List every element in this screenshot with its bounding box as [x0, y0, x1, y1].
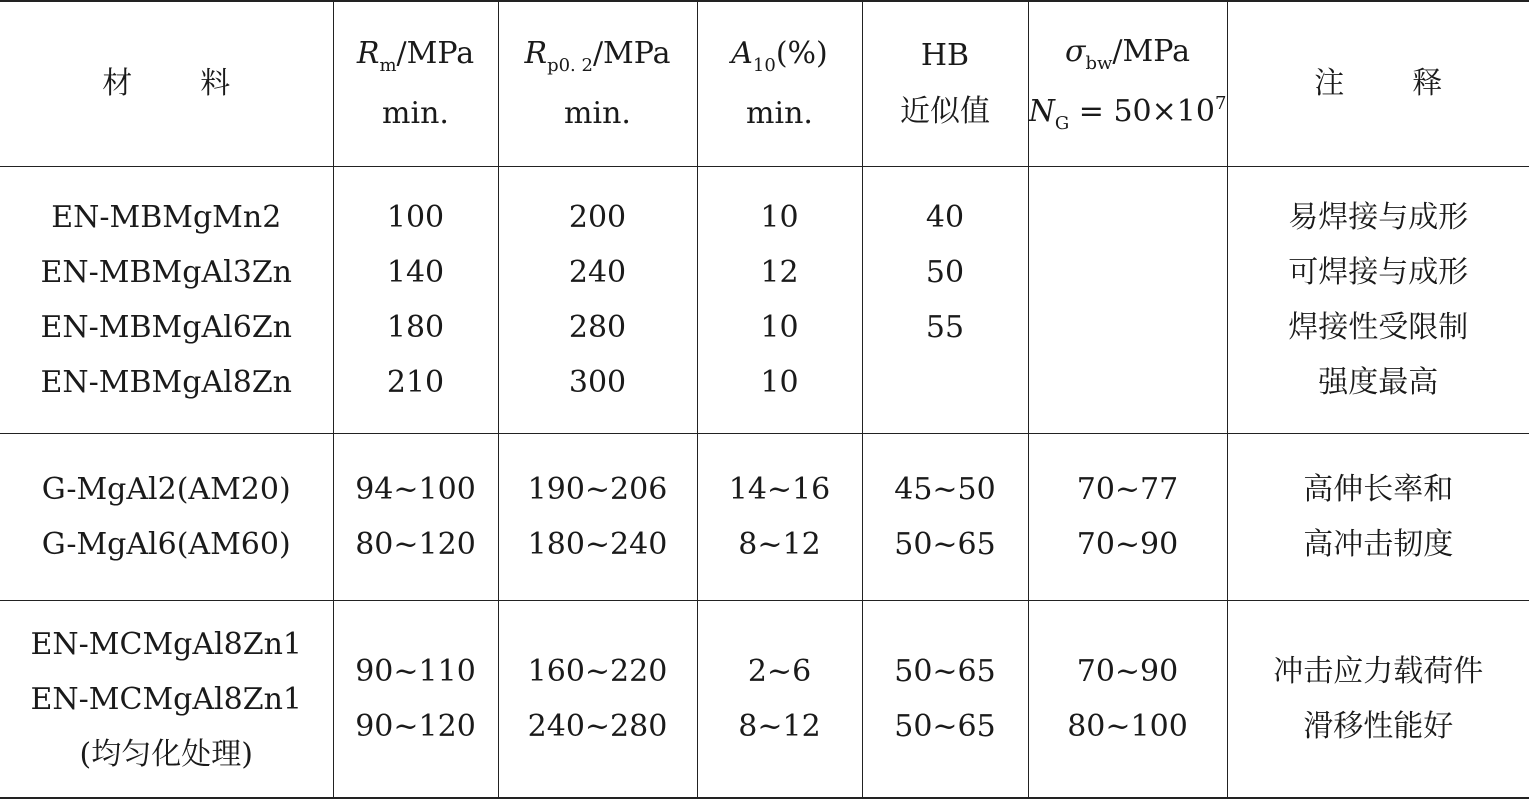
hb-label: HB [863, 28, 1028, 84]
header-rp02 [498, 1, 697, 167]
a10-value: 8~12 [698, 517, 862, 572]
rp-value: 160~220 [499, 644, 697, 699]
rp-unit: /MPa [593, 36, 671, 71]
sigma-cell [1028, 601, 1227, 799]
material-name: EN-MCMgAl8Zn1 [0, 672, 333, 727]
rm-value: 90~110 [334, 644, 498, 699]
rm-unit: /MPa [397, 36, 475, 71]
table-row-group-2 [0, 434, 1529, 601]
rm-value: 80~120 [334, 517, 498, 572]
materials-cell [0, 601, 333, 799]
material-note: (均匀化处理) [0, 727, 333, 782]
rp-symbol: R [524, 36, 547, 71]
rp-value: 280 [499, 300, 697, 355]
rp-cell [498, 434, 697, 601]
note-text: 焊接性受限制 [1228, 300, 1529, 355]
material-name: G-MgAl6(AM60) [0, 517, 333, 572]
header-hb [862, 1, 1028, 167]
rm-value: 94~100 [334, 462, 498, 517]
rm-cell [333, 434, 498, 601]
note-text: 强度最高 [1228, 355, 1529, 410]
sigma-cell [1028, 434, 1227, 601]
rm-cell [333, 167, 498, 434]
note-text: 高伸长率和 [1228, 462, 1529, 517]
hb-value: 50~65 [863, 699, 1028, 754]
note-text: 可焊接与成形 [1228, 245, 1529, 300]
sigma-value: 80~100 [1029, 699, 1227, 754]
header-material-char1: 材 [102, 66, 132, 101]
rm-cell [333, 601, 498, 799]
sigma-symbol: σ [1065, 34, 1085, 69]
hb-value: 45~50 [863, 462, 1028, 517]
note-text: 易焊接与成形 [1228, 190, 1529, 245]
ng-subscript: G [1055, 113, 1069, 134]
hb-approx-label: 近似值 [863, 84, 1028, 140]
a10-value: 10 [698, 190, 862, 245]
hb-value: 50~65 [863, 644, 1028, 699]
rm-symbol: R [357, 36, 380, 71]
materials-cell [0, 167, 333, 434]
materials-cell [0, 434, 333, 601]
rm-value: 100 [334, 190, 498, 245]
rp-min: min. [499, 86, 697, 142]
hb-cell [862, 434, 1028, 601]
header-notes-char1: 注 [1314, 66, 1344, 101]
rp-cell [498, 601, 697, 799]
header-material [0, 1, 333, 167]
rp-value: 240~280 [499, 699, 697, 754]
a-symbol: A [731, 36, 753, 71]
ng-exponent: 7 [1215, 93, 1226, 114]
sigma-cell [1028, 167, 1227, 434]
a10-value: 2~6 [698, 644, 862, 699]
notes-cell [1227, 167, 1529, 434]
hb-value: 55 [863, 300, 1028, 355]
sigma-subscript: bw [1085, 53, 1112, 74]
a10-cell [697, 601, 862, 799]
hb-value: 50~65 [863, 517, 1028, 572]
note-text: 滑移性能好 [1228, 699, 1529, 754]
rm-value: 90~120 [334, 699, 498, 754]
a10-value: 10 [698, 300, 862, 355]
ng-symbol: N [1029, 94, 1055, 129]
header-a10 [697, 1, 862, 167]
sigma-unit: /MPa [1112, 34, 1190, 69]
header-notes [1227, 1, 1529, 167]
a-subscript: 10 [753, 55, 776, 76]
a10-cell [697, 167, 862, 434]
rp-value: 240 [499, 245, 697, 300]
sigma-value: 70~90 [1029, 644, 1227, 699]
hb-value: 50 [863, 245, 1028, 300]
note-text: 高冲击韧度 [1228, 517, 1529, 572]
header-sigma-bw [1028, 1, 1227, 167]
rm-value: 180 [334, 300, 498, 355]
rp-value: 200 [499, 190, 697, 245]
rm-subscript: m [379, 55, 396, 76]
hb-value: 40 [863, 190, 1028, 245]
rp-cell [498, 167, 697, 434]
material-name: G-MgAl2(AM20) [0, 462, 333, 517]
hb-value [863, 355, 1028, 410]
material-name: EN-MBMgMn2 [0, 190, 333, 245]
header-notes-char2: 释 [1412, 66, 1442, 101]
notes-cell [1227, 601, 1529, 799]
a10-value: 10 [698, 355, 862, 410]
ng-equation: = 50×10 [1069, 94, 1215, 129]
material-name: EN-MBMgAl6Zn [0, 300, 333, 355]
material-name: EN-MBMgAl3Zn [0, 245, 333, 300]
a-unit: (%) [776, 36, 828, 71]
hb-cell [862, 167, 1028, 434]
rp-subscript: p0. 2 [547, 55, 593, 76]
rp-value: 300 [499, 355, 697, 410]
rm-value: 140 [334, 245, 498, 300]
note-text: 冲击应力载荷件 [1228, 644, 1529, 699]
notes-cell [1227, 434, 1529, 601]
rp-value: 180~240 [499, 517, 697, 572]
a-min: min. [698, 86, 862, 142]
rm-value: 210 [334, 355, 498, 410]
hb-cell [862, 601, 1028, 799]
table-row-group-1 [0, 167, 1529, 434]
header-row [0, 1, 1529, 167]
a10-value: 12 [698, 245, 862, 300]
a10-value: 8~12 [698, 699, 862, 754]
material-name: EN-MBMgAl8Zn [0, 355, 333, 410]
sigma-value: 70~77 [1029, 462, 1227, 517]
a10-value: 14~16 [698, 462, 862, 517]
table-row-group-3 [0, 601, 1529, 799]
material-name: EN-MCMgAl8Zn1 [0, 617, 333, 672]
header-rm [333, 1, 498, 167]
sigma-value: 70~90 [1029, 517, 1227, 572]
rp-value: 190~206 [499, 462, 697, 517]
rm-min: min. [334, 86, 498, 142]
header-material-char2: 料 [200, 66, 230, 101]
a10-cell [697, 434, 862, 601]
